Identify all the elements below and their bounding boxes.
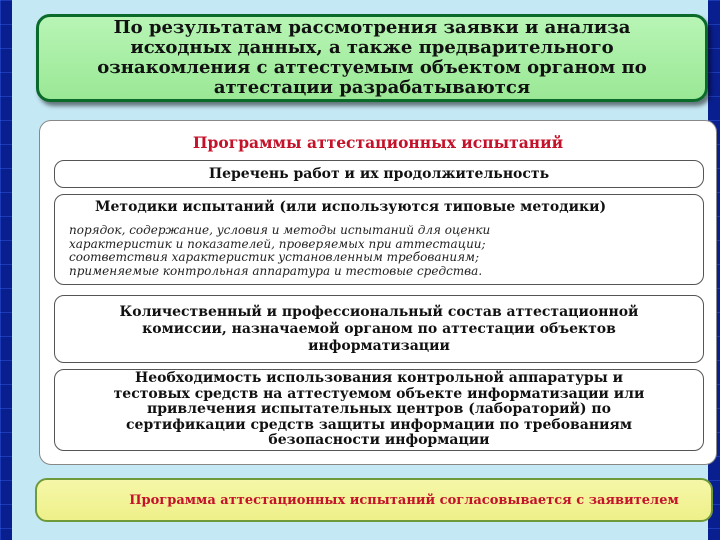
test-methods-description: порядок, содержание, условия и методы испытаний для оценки характеристик и показателей, проверяемых при аттестации; соответствия характеристик установленным требованиям; применяемые контрольная аппаратура и тестовые средства. [69, 223, 491, 278]
test-methods-title: Методики испытаний (или используются типовые методики) [95, 199, 607, 215]
program-title: Программы аттестационных испытаний [192, 133, 564, 152]
header-box [36, 14, 708, 102]
commission-composition-item [54, 295, 704, 363]
control-equipment-item [54, 369, 704, 451]
header-text: По результатам рассмотрения заявки и анализа исходных данных, а также предварительного ознакомления с аттестуемым объектом органом по аттестации разрабатываются [97, 17, 647, 98]
work-list-text: Перечень работ и их продолжительность [208, 166, 550, 182]
footer-box [35, 478, 713, 522]
test-methods-item [54, 194, 704, 285]
commission-composition-text: Количественный и профессиональный состав аттестационной комиссии, назначаемой органом по аттестации объектов информатизации [119, 303, 639, 354]
work-list-item [54, 160, 704, 188]
slide-panel [12, 0, 708, 540]
program-box [39, 120, 717, 465]
footer-text: Программа аттестационных испытаний согласовывается с заявителем [129, 492, 679, 508]
control-equipment-text: Необходимость использования контрольной аппаратуры и тестовых средств на аттестуемом объекте информатизации или привлечения испытательных центров (лабораторий) по сертификации средств защиты информации по требованиям безопасности информации [113, 370, 645, 449]
